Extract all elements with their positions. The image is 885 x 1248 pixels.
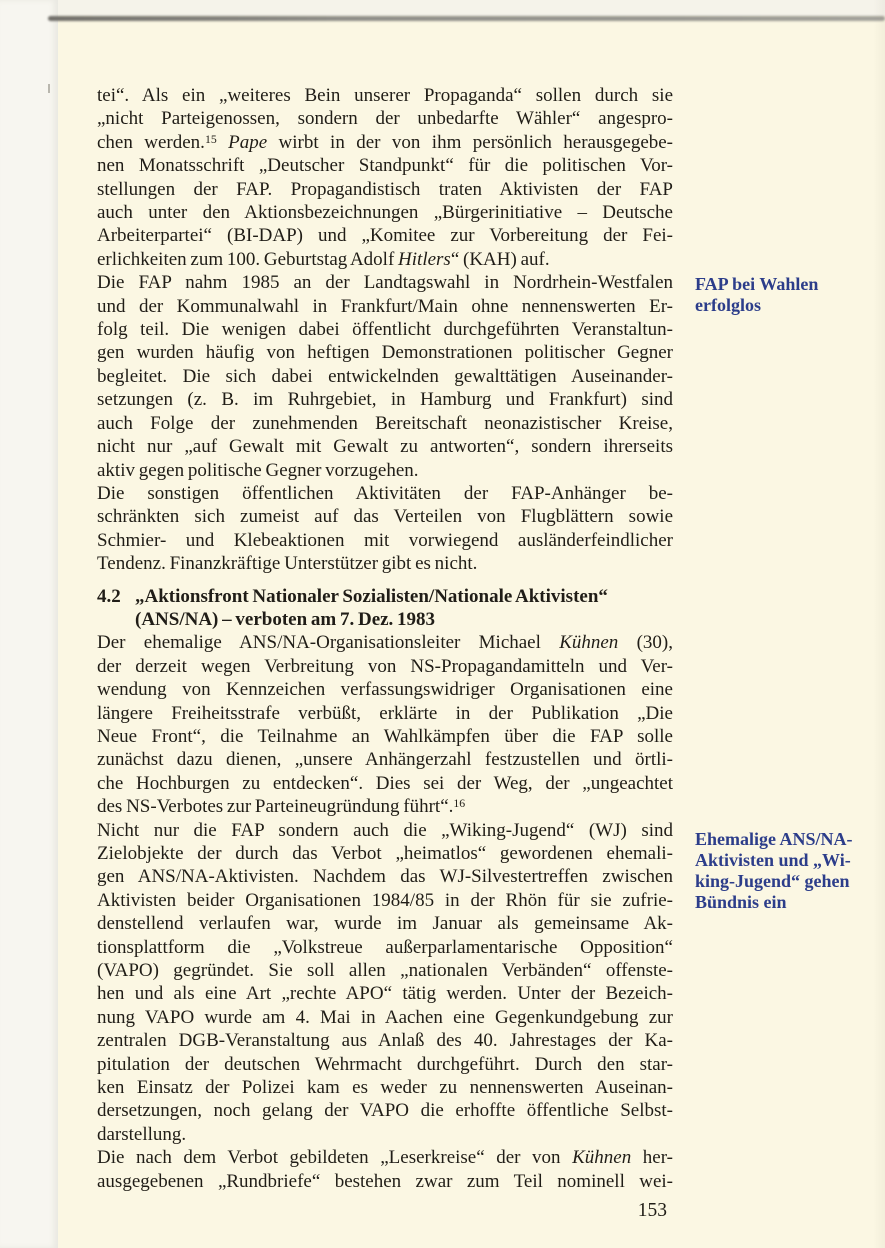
text-line: chen werden.$^{15}$ Pape wirbt in der von ihm persönlich herausgegebe- bbox=[97, 131, 674, 153]
text-line: auch unter den Aktionsbezeichnungen „Bürgerinitiative – Deutsche bbox=[97, 202, 673, 224]
text-line: schränkten sich zumeist auf das Verteilen von Flugblättern sowie bbox=[97, 506, 673, 528]
text-line: zentralen DGB-Veranstaltung aus Anlaß des 40. Jahrestages der Ka- bbox=[97, 1030, 673, 1052]
paragraph bbox=[97, 84, 673, 271]
margin-note-line: Ehemalige ANS/NA- bbox=[695, 829, 853, 849]
text-line: Zielobjekte der durch das Verbot „heimatlos“ gewordenen ehemali- bbox=[97, 843, 673, 864]
text-line: Die FAP nahm 1985 an der Landtagswahl in Nordrhein-Westfalen bbox=[97, 272, 673, 294]
paragraph bbox=[97, 631, 673, 818]
margin-note-line: erfolglos bbox=[695, 295, 761, 315]
text-line: nen Monatsschrift „Deutscher Standpunkt“ für die politischen Vor- bbox=[97, 155, 673, 177]
scan-top-band bbox=[0, 0, 885, 16]
text-line: setzungen (z. B. im Ruhrgebiet, in Hamburg und Frankfurt) sind bbox=[97, 389, 673, 411]
text-line: Nicht nur die FAP sondern auch die „Wiking-Jugend“ (WJ) sind bbox=[97, 819, 673, 841]
text-line: Arbeiterpartei“ (BI-DAP) und „Komitee zur Vorbereitung der Fei- bbox=[97, 225, 673, 247]
text-line: tei“. Als ein „weiteres Bein unserer Propaganda“ sollen durch sie bbox=[97, 85, 673, 106]
text-line: Die sonstigen öffentlichen Aktivitäten der FAP-Anhänger be- bbox=[97, 482, 673, 504]
section-heading bbox=[97, 585, 673, 632]
text-line: Aktivisten beider Organisationen 1984/85 in der Rhön für sie zufrie- bbox=[97, 889, 673, 911]
text-line: nicht nur „auf Gewalt mit Gewalt zu antworten“, sondern ihrerseits bbox=[97, 436, 673, 458]
text-line: ausgegebenen „Rundbriefe“ bestehen zwar zum Teil nominell wei- bbox=[97, 1170, 673, 1192]
scan-left-edge bbox=[0, 0, 58, 1248]
text-line: pitulation der deutschen Wehrmacht durchgeführt. Durch den star- bbox=[97, 1053, 673, 1075]
text-line: „nicht Parteigenossen, sondern der unbedarfte Wähler“ angespro- bbox=[97, 108, 673, 130]
text-line: gen ANS/NA-Aktivisten. Nachdem das WJ-Silvestertreffen zwischen bbox=[97, 866, 673, 888]
text-line: der derzeit wegen Verbreitung von NS-Propagandamitteln und Ver- bbox=[97, 655, 673, 677]
scan-artifact bbox=[48, 84, 50, 93]
text-line: gen wurden häufig von heftigen Demonstrationen politischer Gegner bbox=[97, 342, 673, 364]
text-line: aktiv gegen politische Gegner vorzugehen. bbox=[97, 459, 419, 481]
text-line: ken Einsatz der Polizei kam es weder zu nennenswerten Auseinan- bbox=[97, 1077, 673, 1099]
text-line: 4.2 „Aktionsfront Nationaler Sozialisten/Nationale Aktivisten“ bbox=[97, 585, 608, 607]
scan-right-shade bbox=[873, 0, 885, 1248]
text-line: hen und als eine Art „rechte APO“ tätig werden. Unter der Bezeich- bbox=[97, 983, 673, 1005]
paragraph bbox=[97, 1146, 673, 1193]
text-line: Die nach dem Verbot gebildeten „Leserkreise“ der von Kühnen her- bbox=[97, 1147, 673, 1169]
text-line: che Hochburgen zu entdecken“. Dies sei der Weg, der „ungeachtet bbox=[97, 772, 673, 794]
page-number: 153 bbox=[637, 1200, 667, 1221]
text-line: (VAPO) gegründet. Sie soll allen „nationalen Verbänden“ offenste- bbox=[97, 960, 673, 982]
text-line: Neue Front“, die Teilnahme an Wahlkämpfen über die FAP solle bbox=[97, 725, 673, 747]
text-line: wendung von Kennzeichen verfassungswidriger Organisationen eine bbox=[97, 679, 673, 701]
paragraph bbox=[97, 271, 673, 482]
text-line: tionsplattform die „Volkstreue außerparlamentarische Opposition“ bbox=[97, 936, 673, 958]
footnote-ref: 15 bbox=[204, 132, 217, 146]
text-line: Tendenz. Finanzkräftige Unterstützer gibt es nicht. bbox=[97, 553, 478, 575]
text-line: dersetzungen, noch gelang der VAPO die erhoffte öffentliche Selbst- bbox=[97, 1100, 673, 1122]
text-line: Schmier- und Klebeaktionen mit vorwiegend ausländerfeindlicher bbox=[97, 529, 673, 551]
margin-note-line: king-Jugend“ gehen bbox=[695, 871, 850, 891]
body-text bbox=[97, 84, 673, 1193]
margin-note-ansna-buendnis bbox=[695, 829, 885, 913]
paragraph bbox=[97, 819, 673, 1147]
text-line: Der ehemalige ANS/NA-Organisationsleiter Michael Kühnen (30), bbox=[97, 632, 673, 654]
margin-note-line: Aktivisten und „Wi- bbox=[695, 850, 851, 870]
text-line: folg teil. Die wenigen dabei öffentlicht durchgeführten Veranstaltun- bbox=[97, 319, 673, 341]
text-line: des NS-Verbotes zur Parteineugründung führt“.$^{16}$ bbox=[97, 796, 466, 818]
text-line: denstellend verlaufen war, wurde im Januar als gemeinsame Ak- bbox=[97, 913, 673, 935]
margin-note-fap-wahlen bbox=[695, 274, 885, 316]
margin-note-line: Bündnis ein bbox=[695, 892, 787, 912]
text-line: darstellung. bbox=[97, 1123, 187, 1145]
text-line: auch Folge der zunehmenden Bereitschaft neonazistischer Kreise, bbox=[97, 412, 673, 434]
text-line: zunächst dazu dienen, „unsere Anhängerzahl festzustellen und örtli- bbox=[97, 749, 673, 771]
text-line: (ANS/NA) – verboten am 7. Dez. 1983 bbox=[135, 608, 436, 630]
footnote-ref: 16 bbox=[453, 796, 466, 810]
text-line: und der Kommunalwahl in Frankfurt/Main ohne nennenswerten Er- bbox=[97, 295, 673, 317]
text-line: stellungen der FAP. Propagandistisch traten Aktivisten der FAP bbox=[97, 178, 673, 200]
scan-top-shadow bbox=[48, 16, 885, 21]
text-line: erlichkeiten zum 100. Geburtstag Adolf Hitlers“ (KAH) auf. bbox=[97, 248, 550, 270]
paragraph bbox=[97, 482, 673, 576]
text-line: nung VAPO wurde am 4. Mai in Aachen eine Gegenkundgebung zur bbox=[97, 1006, 673, 1028]
margin-note-line: FAP bei Wahlen bbox=[695, 274, 819, 294]
text-line: begleitet. Die sich dabei entwickelnden gewalttätigen Auseinander- bbox=[97, 365, 673, 387]
text-line: längere Freiheitsstrafe verbüßt, erklärte in der Publikation „Die bbox=[97, 702, 673, 724]
